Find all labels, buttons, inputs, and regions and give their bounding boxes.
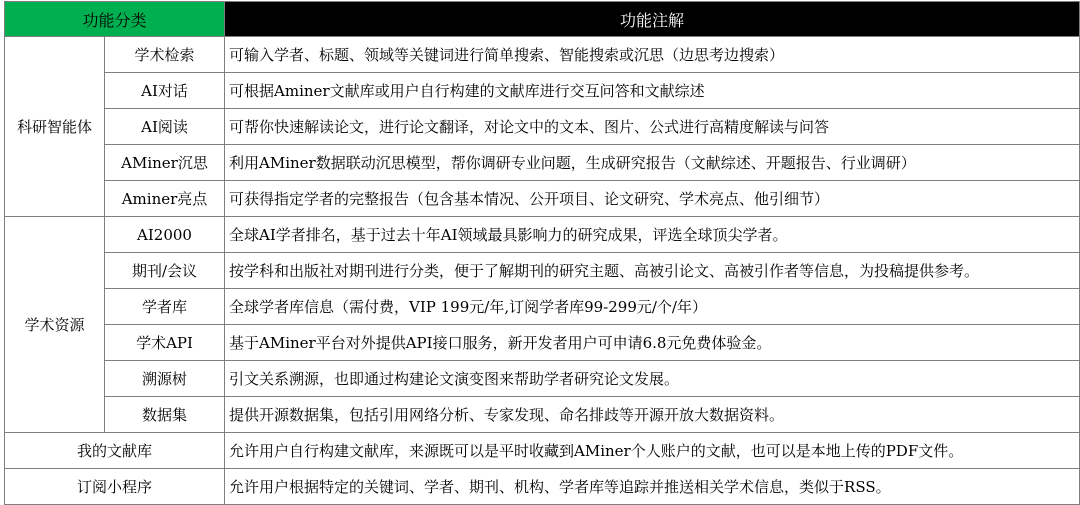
feature-description: 可获得指定学者的完整报告（包含基本情况、公开项目、论文研究、学术亮点、他引细节） <box>225 181 1080 217</box>
table-row <box>5 289 1080 325</box>
group-label: 科研智能体 <box>5 37 105 217</box>
sub-category: 学术检索 <box>105 37 225 73</box>
table-row <box>5 397 1080 433</box>
feature-description: 引文关系溯源，也即通过构建论文演变图来帮助学者研究论文发展。 <box>225 361 1080 397</box>
sub-category: 溯源树 <box>105 361 225 397</box>
table-row <box>5 253 1080 289</box>
table-row <box>5 109 1080 145</box>
feature-description: 提供开源数据集，包括引用网络分析、专家发现、命名排歧等开源开放大数据资料。 <box>225 397 1080 433</box>
sub-category: Aminer亮点 <box>105 181 225 217</box>
feature-description: 全球AI学者排名，基于过去十年AI领域最具影响力的研究成果，评选全球顶尖学者。 <box>225 217 1080 253</box>
header-note: 功能注解 <box>225 2 1080 37</box>
table-header-row <box>5 2 1080 37</box>
sub-category: AI阅读 <box>105 109 225 145</box>
table-row <box>5 217 1080 253</box>
feature-description: 利用AMiner数据联动沉思模型，帮你调研专业问题，生成研究报告（文献综述、开题报告、行业调研） <box>225 145 1080 181</box>
feature-description: 全球学者库信息（需付费，VIP 199元/年,订阅学者库99-299元/个/年） <box>225 289 1080 325</box>
sub-category: AI对话 <box>105 73 225 109</box>
feature-description: 可根据Aminer文献库或用户自行构建的文献库进行交互问答和文献综述 <box>225 73 1080 109</box>
table-row <box>5 73 1080 109</box>
feature-description: 可帮你快速解读论文，进行论文翻译，对论文中的文本、图片、公式进行高精度解读与问答 <box>225 109 1080 145</box>
single-category: 订阅小程序 <box>5 469 225 505</box>
sub-category: 期刊/会议 <box>105 253 225 289</box>
feature-description: 允许用户自行构建文献库，来源既可以是平时收藏到AMiner个人账户的文献，也可以是本地上传的PDF文件。 <box>225 433 1080 469</box>
group-label: 学术资源 <box>5 217 105 433</box>
table-row <box>5 469 1080 505</box>
table-row <box>5 361 1080 397</box>
table-row <box>5 325 1080 361</box>
feature-table <box>4 1 1080 505</box>
feature-description: 基于AMiner平台对外提供API接口服务，新开发者用户可申请6.8元免费体验金。 <box>225 325 1080 361</box>
sub-category: AMiner沉思 <box>105 145 225 181</box>
table-row <box>5 433 1080 469</box>
sub-category: 学者库 <box>105 289 225 325</box>
table-row <box>5 181 1080 217</box>
feature-description: 可输入学者、标题、领域等关键词进行简单搜索、智能搜索或沉思（边思考边搜索） <box>225 37 1080 73</box>
single-category: 我的文献库 <box>5 433 225 469</box>
header-category: 功能分类 <box>5 2 225 37</box>
table-row <box>5 145 1080 181</box>
table-row <box>5 37 1080 73</box>
sub-category: AI2000 <box>105 217 225 253</box>
feature-description: 允许用户根据特定的关键词、学者、期刊、机构、学者库等追踪并推送相关学术信息，类似于RSS。 <box>225 469 1080 505</box>
sub-category: 学术API <box>105 325 225 361</box>
sub-category: 数据集 <box>105 397 225 433</box>
feature-description: 按学科和出版社对期刊进行分类，便于了解期刊的研究主题、高被引论文、高被引作者等信息，为投稿提供参考。 <box>225 253 1080 289</box>
